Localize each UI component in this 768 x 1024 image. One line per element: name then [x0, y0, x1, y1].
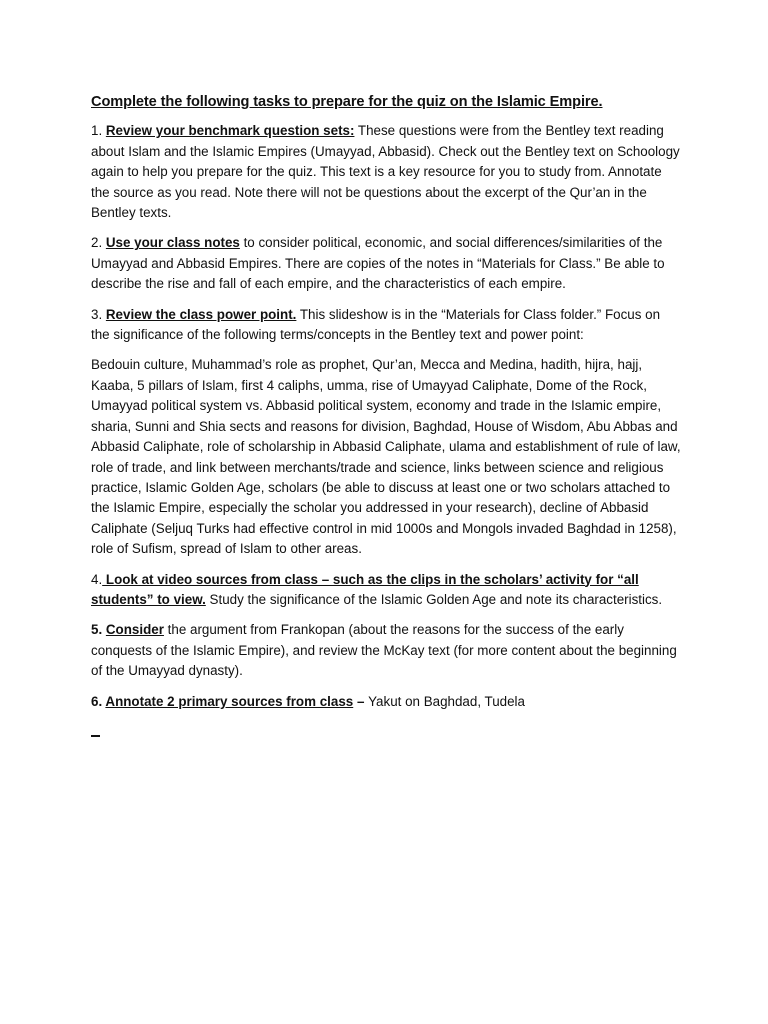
task-6-number: 6. — [91, 693, 106, 709]
task-2-heading: Use your class notes — [105, 235, 240, 251]
task-6-separator: – — [353, 693, 369, 709]
task-5-body: the argument from Frankopan (about the reasons for the success of the early conquests of the Islamic Empire), and review the McKay text (for more content about the beginning of the Umayyad dynasty). — [91, 622, 677, 679]
task-4 — [91, 570, 681, 611]
task-1-heading: Review your benchmark question sets: — [105, 123, 355, 139]
task-6-body: Yakut on Baghdad, Tudela — [368, 693, 525, 709]
task-3-body: This slideshow is in the “Materials for Class folder.” Focus on the significance of the following terms/concepts in the Bentley text and power point: — [91, 306, 661, 343]
paragraph-end-mark — [91, 735, 100, 737]
task-2-body: to consider political, economic, and social differences/similarities of the Umayyad and Abbasid Empires. There are copies of the notes in “Materials for Class.” Be able to describe the rise and fall of each empire, and the characteristics of each empire. — [91, 235, 665, 292]
task-3-heading: Review the class power point. — [105, 306, 297, 322]
document-body — [91, 92, 681, 722]
task-2-number: 2. — [91, 235, 106, 251]
task-5-heading: Consider — [105, 622, 164, 638]
page-title: Complete the following tasks to prepare for the quiz on the Islamic Empire. — [91, 94, 603, 110]
task-6 — [91, 692, 681, 712]
task-4-body: Study the significance of the Islamic Golden Age and note its characteristics. — [205, 591, 663, 607]
task-5 — [91, 620, 681, 681]
task-4-heading: Look at video sources from class – such as the clips in the scholars’ activity for “all students” to view. — [91, 571, 639, 607]
task-1-body: These questions were from the Bentley text reading about Islam and the Islamic Empires (Umayyad, Abbasid). Check out the Bentley text on Schoology again to help you prepare for the quiz. This text is a key resource for you to study from. Annotate the source as you read. Note there will not be questions about the excerpt of the Qur’an in the Bentley texts. — [91, 123, 680, 221]
task-3 — [91, 305, 681, 346]
task-3-number: 3. — [91, 306, 106, 322]
task-1 — [91, 121, 681, 223]
task-3-terms: Bedouin culture, Muhammad’s role as prophet, Qur’an, Mecca and Medina, hadith, hijra, hajj, Kaaba, 5 pillars of Islam, first 4 caliphs, umma, rise of Umayyad Caliphate, Dome of the Rock, Umayyad political system vs. Abbasid political system, economy and trade in the Islamic empire, sharia, Sunni and Shia sects and reasons for division, Baghdad, House of Wisdom, Abu Abbas and Abbasid Caliphate, role of scholarship in Abbasid Caliphate, ulama and establishment of rule of law, role of trade, and link between merchants/trade and science, links between science and religious practice, Islamic Golden Age, scholars (be able to discuss at least one or two scholars attached to the Islamic Empire, especially the scholar you addressed in your research), decline of Abbasid Caliphate (Seljuq Turks had effective control in mid 1000s and Mongols invaded Baghdad in 1258), role of Sufism, spread of Islam to other areas. — [91, 357, 681, 557]
task-4-number: 4. — [91, 571, 103, 587]
task-6-heading: Annotate 2 primary sources from class — [105, 693, 354, 709]
task-5-number: 5. — [91, 622, 106, 638]
task-1-number: 1. — [91, 123, 106, 139]
task-2 — [91, 233, 681, 294]
